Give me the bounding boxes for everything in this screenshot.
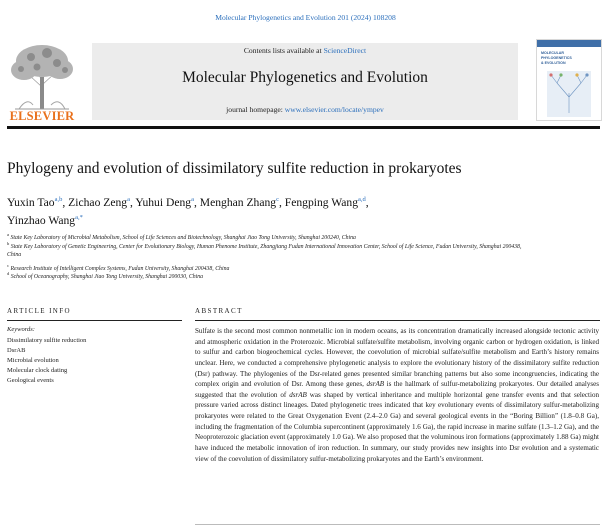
affiliation-c: $^c$ Research Institute of Intelligent Complex Systems, Fudan University, Shanghai 200438, China bbox=[7, 262, 230, 272]
header-divider bbox=[7, 126, 600, 129]
keyword-item: Dissimilatory sulfite reduction bbox=[7, 337, 87, 344]
author-3[interactable]: Yuhui Deng$^a$ bbox=[135, 196, 194, 209]
article-title: Phylogeny and evolution of dissimilatory sulfite reduction in prokaryotes bbox=[7, 160, 462, 177]
keywords-label: Keywords: bbox=[7, 326, 35, 333]
affiliation-b: $^b$ State Key Laboratory of Genetic Engineering, Center for Evolutionary Biology, Human Phenome Institute, Zhangjiang Fudan International Innovation Center, School of Life Science, Fudan University, Shanghai 200438, China bbox=[7, 240, 522, 258]
cover-band bbox=[537, 40, 601, 47]
affiliation-d: $^d$ School of Oceanography, Shanghai Jiao Tong University, Shanghai 200030, China bbox=[7, 271, 204, 280]
citation-line[interactable]: Molecular Phylogenetics and Evolution 201 (2024) 108208 bbox=[215, 13, 396, 22]
author-4[interactable]: Menghan Zhang$^c$ bbox=[199, 196, 279, 209]
cover-title-2: PHYLOGENETICS bbox=[541, 56, 572, 60]
author-list: Yuxin Tao$^{a,b}$, Zichao Zeng$^a$, Yuhui Deng$^a$, Menghan Zhang$^c$, Fengping Wang$^{a,d}$, Yinzhao Wang$^{a,*}$ bbox=[7, 196, 369, 227]
article-info-heading: ARTICLE INFO bbox=[7, 307, 72, 315]
keyword-item: Molecular clock dating bbox=[7, 367, 68, 374]
keywords-list bbox=[7, 336, 86, 386]
sciencedirect-link[interactable]: ScienceDirect bbox=[323, 46, 367, 55]
article-info-rule bbox=[7, 320, 182, 321]
cover-title-3: & EVOLUTION bbox=[541, 61, 566, 65]
elsevier-tree-icon bbox=[7, 39, 77, 111]
affiliation-a: $^a$ State Key Laboratory of Microbial Metabolism, School of Life Sciences and Biotechnology, Shanghai Jiao Tong University, Shanghai 200240, China bbox=[7, 232, 356, 241]
author-5[interactable]: Fengping Wang$^{a,d}$ bbox=[284, 196, 366, 209]
gene-name: dsrAB bbox=[289, 390, 307, 399]
contents-line bbox=[92, 46, 518, 55]
author-6[interactable]: Yinzhao Wang$^{a,*}$ bbox=[7, 214, 83, 227]
elsevier-logo[interactable] bbox=[7, 39, 77, 123]
abstract-text: Sulfate is the second most common nonmetallic ion in modern oceans, as its concentration dramatically increased alongside tectonic activity and atmospheric oxidation in the Proterozoic. Microbial sulfate/sulfite metabolism, involving organic carbon or hydrogen oxidation, is linked to sulfur and carbon biogeochemical cycles. However, the coevolution of microbial sulfate/sulfite metabolism and Earth’s history remains unclear. Here, we conducted a comprehensive phylogenetic analysis to explore the evolutionary history of the dissimilatory sulfite reduction (Dsr) pathway. The phylogenies of the Dsr-related genes presented similar branching patterns but also some incongruencies, indicating the complex origin and evolution of Dsr. Among these genes, dsrAB is the hallmark of sulfur-metabolizing prokaryotes. Our detailed analyses suggested that the evolution of dsrAB was shaped by vertical inheritance and multiple horizontal gene transfer events and that selection pressure varied across distinct lineages. Dated phylogenetic trees indicated that key evolutionary events of dissimilatory sulfur-metabolizing prokaryotes were related to the Great Oxygenation Event (2.4–2.0 Ga) and several geological events in the “Boring Billion” (1.8–0.8 Ga), including the fragmentation of the Columbia supercontinent (approximately 1.6 Ga), the rapid increase in marine sulfate (1.3–1.2 Ga), and the Neoproterozoic glaciation event (approximately 1.0 Ga). We also proposed that the voluminous iron formations (approximately 1.88 Ga) might have induced the metabolic innovation of iron reduction. In summary, our study provides new insights into Dsr evolution and a systematic view of the coevolution of dissimilatory sulfur-metabolizing prokaryotes and the Earth’s environment. bbox=[195, 327, 600, 463]
publisher-name: ELSEVIER bbox=[9, 109, 75, 123]
journal-homepage bbox=[92, 105, 518, 114]
contents-prefix: Contents lists available at bbox=[243, 46, 324, 55]
journal-header bbox=[92, 43, 518, 120]
author-1[interactable]: Yuxin Tao$^{a,b}$ bbox=[7, 196, 63, 209]
abstract-heading: ABSTRACT bbox=[195, 307, 243, 315]
homepage-prefix: journal homepage: bbox=[226, 105, 285, 114]
author-2[interactable]: Zichao Zeng$^a$ bbox=[68, 196, 130, 209]
gene-name: dsrAB bbox=[366, 380, 385, 389]
journal-title[interactable]: Molecular Phylogenetics and Evolution bbox=[182, 69, 428, 86]
cover-title-1: MOLECULAR bbox=[541, 51, 564, 55]
keyword-item: Microbial evolution bbox=[7, 357, 59, 364]
abstract-bottom-rule bbox=[195, 524, 600, 525]
cover-artwork-icon bbox=[537, 67, 601, 121]
journal-cover-thumbnail[interactable] bbox=[536, 39, 602, 121]
keyword-item: Geological events bbox=[7, 377, 54, 384]
abstract-rule bbox=[195, 320, 600, 321]
keyword-item: DsrAB bbox=[7, 347, 26, 354]
homepage-link[interactable]: www.elsevier.com/locate/ympev bbox=[284, 105, 384, 114]
